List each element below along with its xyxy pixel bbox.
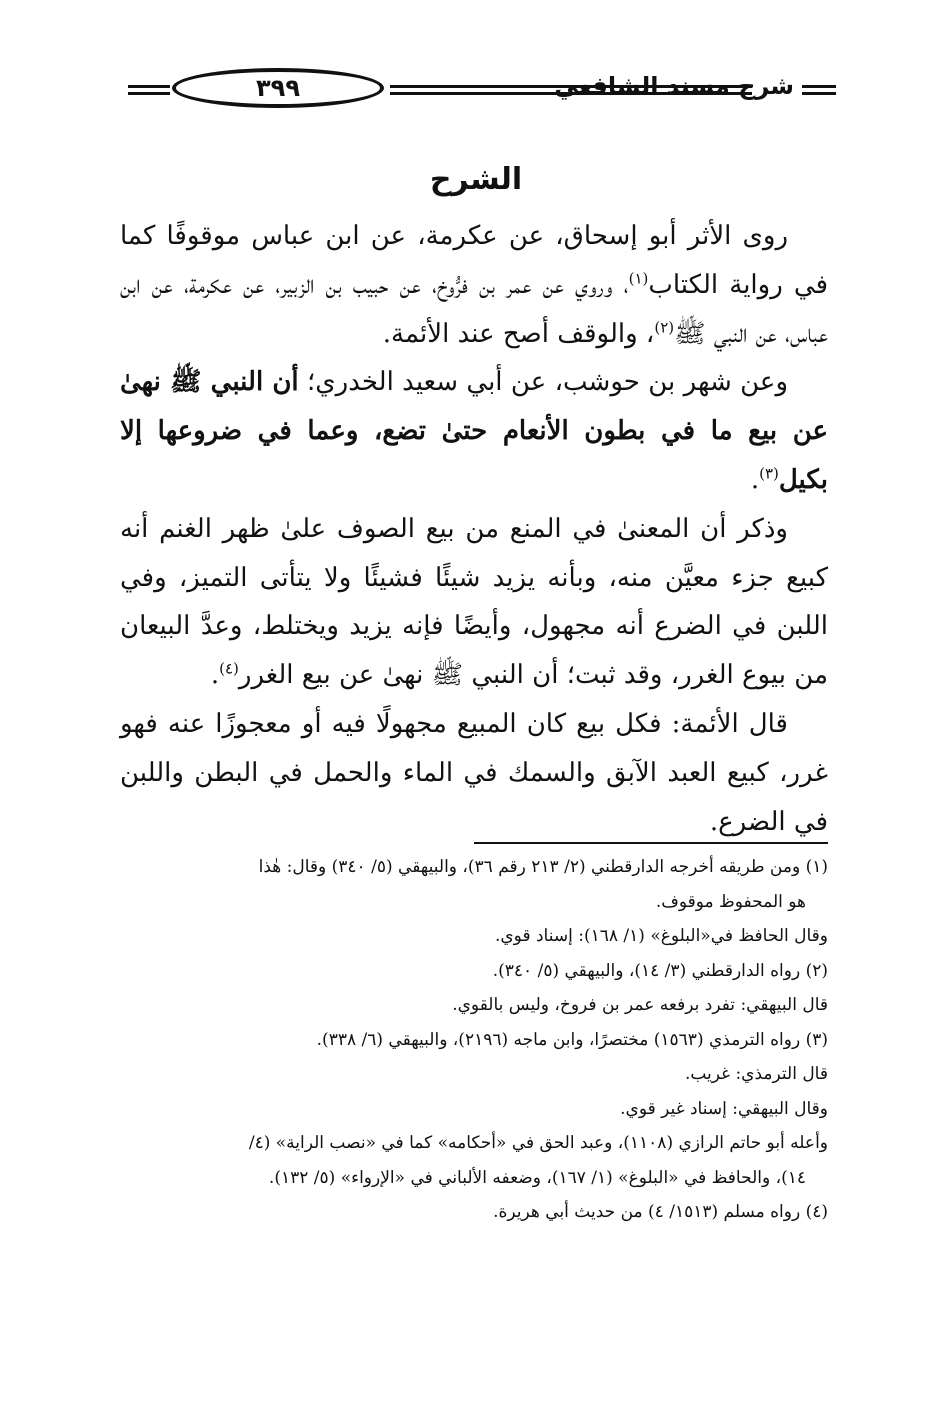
p2-text-a: وعن شهر بن حوشب، عن أبي سعيد الخدري؛ xyxy=(298,367,788,398)
footnote-line: وأعله أبو حاتم الرازي (١١٠٨)، وعبد الحق في «أحكامه» كما في «نصب الراية» (٤/ xyxy=(248,1133,828,1153)
p1-text-b: ، وروي عن عمر بن فرُّوخ، عن حبيب بن الزبير، عن عكرمة، عن ابن عباس، عن النبي ﷺ xyxy=(120,269,828,349)
p1-text-c: ، والوقف أصح عند الأئمة. xyxy=(382,318,655,349)
footnote-line: (٤) رواه مسلم (١٥١٣/ ٤) من حديث أبي هريرة. xyxy=(493,1202,828,1222)
footnote-line: ١٤)، والحافظ في «البلوغ» (١/ ١٦٧)، وضعفه الألباني في «الإرواء» (٥/ ١٣٢). xyxy=(268,1167,806,1188)
paragraph-1 xyxy=(120,212,828,358)
footnote-line: هو المحفوظ موقوف. xyxy=(655,891,806,912)
running-header xyxy=(128,66,836,114)
header-rule-right xyxy=(802,85,836,95)
page-number-oval xyxy=(172,68,384,108)
footnote-line: قال الترمذي: غريب. xyxy=(684,1064,828,1084)
p1-text-a: روى الأثر أبو إسحاق، عن عكرمة، عن ابن عباس موقوفًا كما في رواية الكتاب xyxy=(120,221,829,300)
header-rule-left xyxy=(128,85,170,95)
footnote-line: (١) ومن طريقه أخرجه الدارقطني (٢/ ٢١٣ رقم ٣٦)، والبيهقي (٥/ ٣٤٠) وقال: هٰذا xyxy=(258,857,828,877)
footnote-line: قال البيهقي: تفرد برفعه عمر بن فروخ، وليس بالقوي. xyxy=(452,995,828,1015)
paragraph-4: قال الأئمة: فكل بيع كان المبيع مجهولًا فيه أو معجوزًا عنه فهو غرر، كبيع العبد الآبق والسمك في الماء والحمل في البطن واللبن في الضرع. xyxy=(120,708,828,837)
footnote-separator xyxy=(474,842,828,844)
body-text xyxy=(120,212,828,846)
header-rule-middle xyxy=(390,85,752,95)
paragraph-2 xyxy=(120,358,828,504)
p3-end: . xyxy=(210,660,220,691)
p2-end: . xyxy=(750,464,760,495)
header-title: شرح مسند الشافعي xyxy=(554,72,794,100)
section-heading: الشرح xyxy=(429,162,523,197)
footnote-ref-2: (٢) xyxy=(654,317,675,336)
hadith-text: أن النبي ﷺ نهىٰ عن بيع ما في بطون الأنعام حتىٰ تضع، وعما في ضروعها إلا بكيل xyxy=(120,367,828,495)
footnotes xyxy=(118,850,828,1230)
footnote-line: وقال الحافظ في«البلوغ» (١/ ١٦٨): إسناد قوي. xyxy=(494,926,828,946)
paragraph-3 xyxy=(120,505,828,700)
footnote-ref-4: (٤) xyxy=(219,659,239,678)
footnote-ref-1: (١) xyxy=(628,269,649,288)
footnote-line: (٢) رواه الدارقطني (٣/ ١٤)، والبيهقي (٥/ ٣٤٠). xyxy=(492,960,828,981)
footnote-ref-3: (٣) xyxy=(759,464,779,483)
footnote-line: وقال البيهقي: إسناد غير قوي. xyxy=(620,1098,828,1119)
p3-text-a: وذكر أن المعنىٰ في المنع من بيع الصوف علىٰ ظهر الغنم أنه كبيع جزء معيَّن منه، وبأنه يزيد شيئًا فشيئًا ولا يتأتى التميز، وفي اللبن في الضرع أنه مجهول، وأيضًا فإنه يزيد ويختلط، وعدَّ البيعان من بيوع الغرر، وقد ثبت؛ أن النبي ﷺ نهىٰ عن بيع الغرر xyxy=(120,513,828,691)
footnote-line: (٣) رواه الترمذي (١٥٦٣) مختصرًا، وابن ماجه (٢١٩٦)، والبيهقي (٦/ ٣٣٨). xyxy=(316,1029,828,1050)
page-number: ٣٩٩ xyxy=(256,74,300,102)
